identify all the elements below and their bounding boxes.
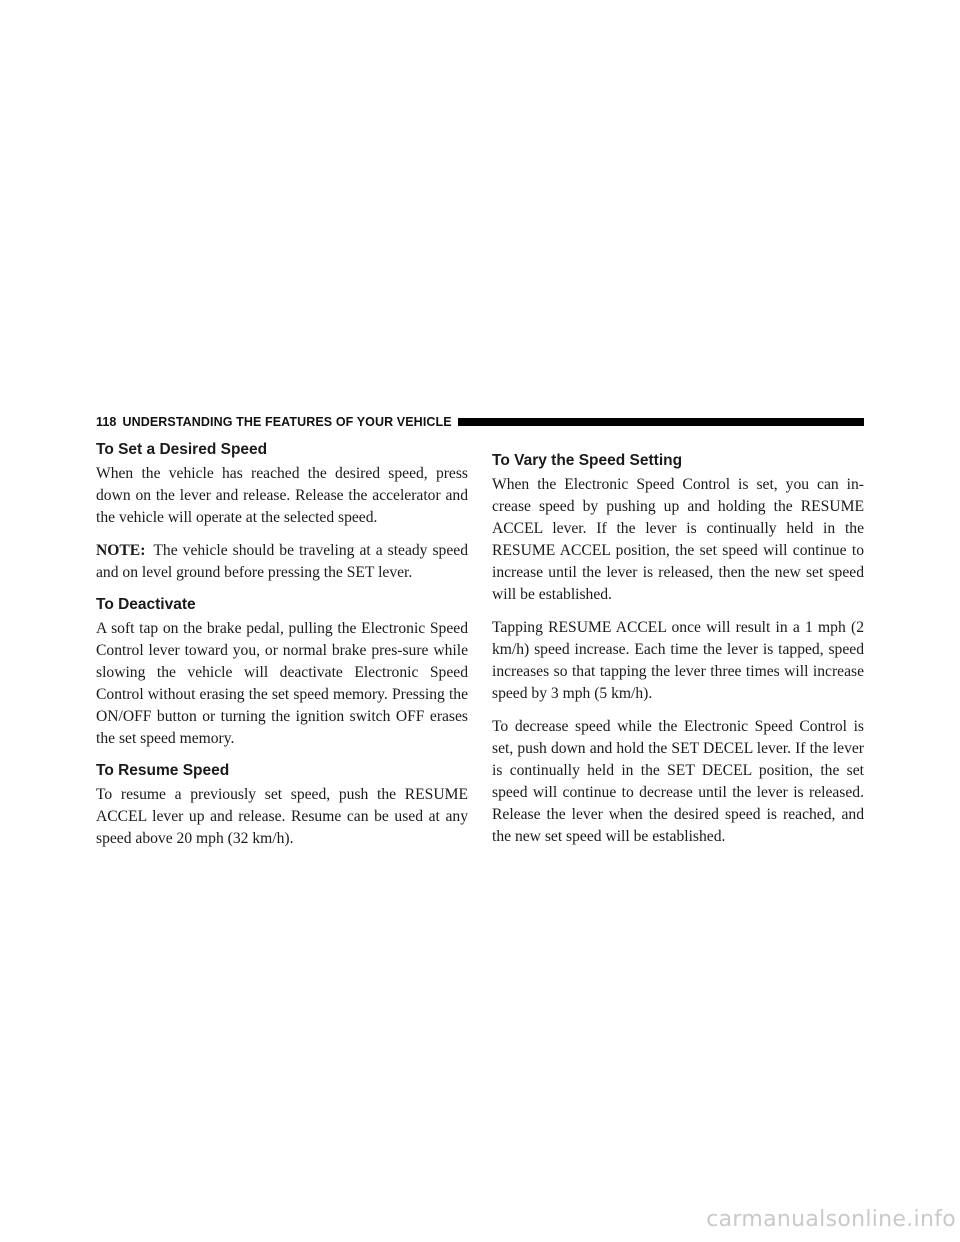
paragraph-vary-2: Tapping RESUME ACCEL once will result in a 1 mph (2 km/h) speed increase. Each time the lever is tapped, speed increases so that tapping the lever three times will increase speed by 3 mph (5 km/h). <box>492 619 864 702</box>
heading-set-speed: To Set a Desired Speed <box>96 441 268 458</box>
paragraph-set-speed: When the vehicle has reached the desired speed, press down on the lever and release. Release the accelerator and the vehicle will operate at the selected speed. <box>96 465 468 526</box>
heading-resume-speed: To Resume Speed <box>96 762 230 779</box>
left-column <box>96 440 468 861</box>
note-paragraph <box>96 540 468 584</box>
right-column <box>492 440 864 859</box>
section-title: UNDERSTANDING THE FEATURES OF YOUR VEHICLE <box>122 415 452 429</box>
note-text: The vehicle should be traveling at a steady speed and on level ground before pressing the SET lever. <box>96 542 468 581</box>
header-rule <box>458 418 864 426</box>
page-number: 118 <box>96 415 117 429</box>
paragraph-deactivate: A soft tap on the brake pedal, pulling the Electronic Speed Control lever toward you, or normal brake pres-sure while slowing the vehicle will deactivate Electronic Speed Control without erasing the set speed memory. Pressing the ON/OFF button or turning the ignition switch OFF erases the set speed memory. <box>96 620 468 747</box>
paragraph-resume-speed: To resume a previously set speed, push the RESUME ACCEL lever up and release. Resume can be used at any speed above 20 mph (32 km/h). <box>96 786 468 847</box>
heading-deactivate: To Deactivate <box>96 596 196 613</box>
paragraph-vary-1: When the Electronic Speed Control is set, you can in-crease speed by pushing up and holding the RESUME ACCEL lever. If the lever is continually held in the RESUME ACCEL position, the set speed will continue to increase until the lever is released, then the new set speed will be established. <box>492 476 864 603</box>
note-label: NOTE: <box>96 542 146 559</box>
paragraph-vary-3: To decrease speed while the Electronic Speed Control is set, push down and hold the SET DECEL lever. If the lever is continually held in the SET DECEL position, the set speed will continue to decrease until the lever is released. Release the lever when the desired speed is reached, and the new set speed will be established. <box>492 718 864 845</box>
page-header <box>96 414 864 430</box>
heading-vary-speed: To Vary the Speed Setting <box>492 452 683 469</box>
watermark-logo: carmanualsonline.info <box>706 1207 956 1232</box>
